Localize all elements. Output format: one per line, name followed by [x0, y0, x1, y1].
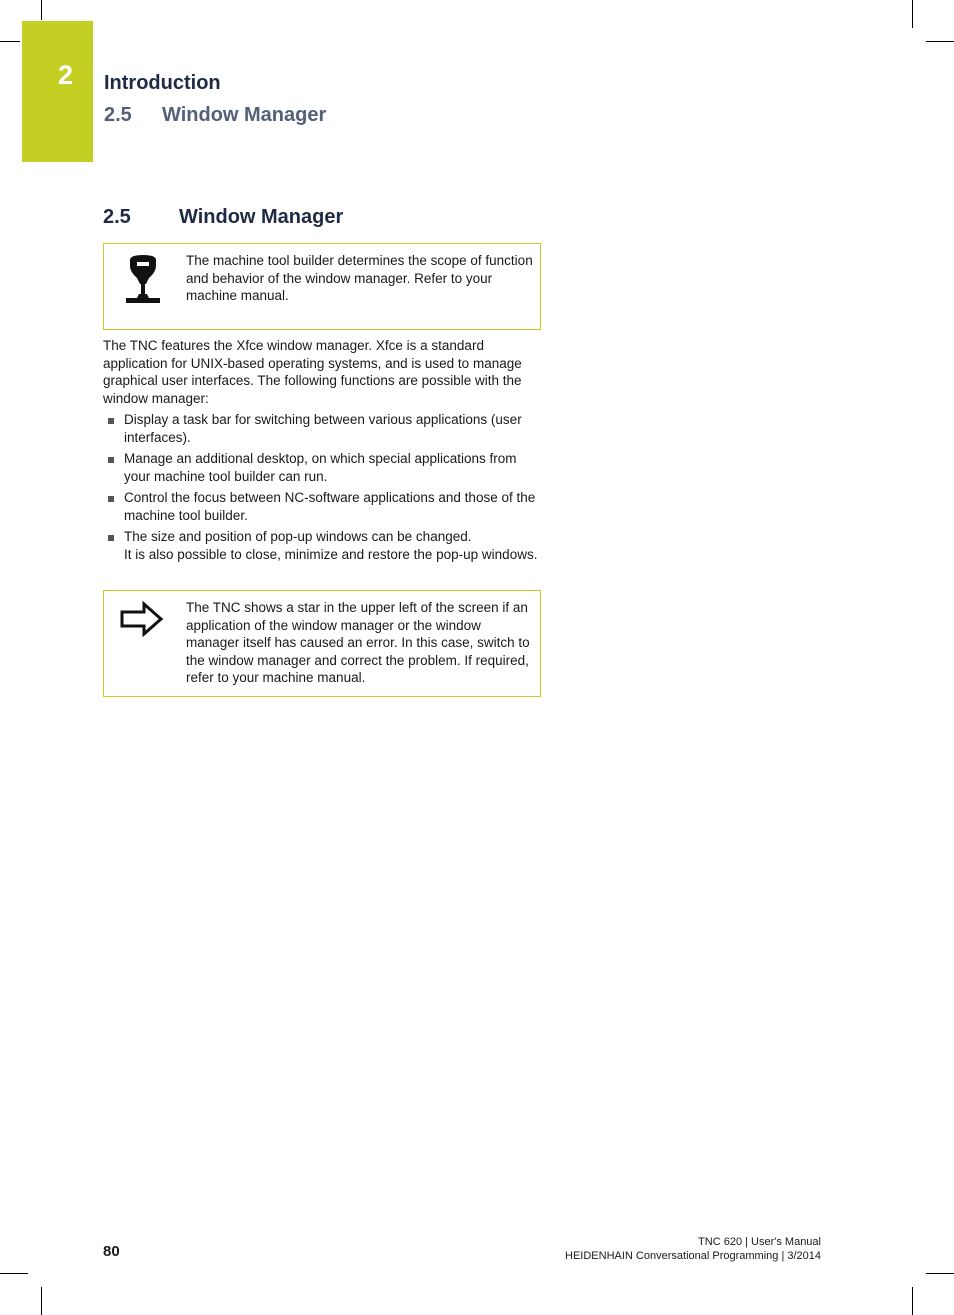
footer-info [565, 1235, 821, 1263]
list-item [103, 450, 543, 485]
running-section-title: Window Manager [162, 104, 327, 126]
crop-mark [0, 1273, 28, 1274]
bullet-icon [108, 418, 114, 424]
bullet-icon [108, 457, 114, 463]
section-title: Window Manager [179, 206, 344, 228]
crop-mark [0, 41, 20, 42]
bullet-icon [108, 535, 114, 541]
function-list [103, 411, 543, 567]
running-section-number: 2.5 [104, 104, 132, 126]
crop-mark [41, 1287, 42, 1315]
list-item-text: Display a task bar for switching between various applications (user interfaces). [124, 412, 522, 445]
note-text: The TNC shows a star in the upper left of the screen if an application of the window manager or the window manager itself has caused an error. In this case, switch to the window manager and correct the problem. If required, refer to your machine manual. [186, 600, 530, 685]
machine-tool-builder-icon [118, 254, 168, 313]
chapter-number: 2 [58, 60, 74, 90]
crop-mark [926, 41, 954, 42]
crop-mark [912, 0, 913, 28]
list-item [103, 528, 543, 563]
section-heading [103, 206, 343, 229]
section-number: 2.5 [103, 206, 131, 228]
page-number: 80 [103, 1243, 120, 1260]
crop-mark [926, 1273, 954, 1274]
note-box-error-star [103, 590, 541, 697]
intro-paragraph: The TNC features the Xfce window manager. Xfce is a standard application for UNIX-based operating systems, and is used to manage graphical user interfaces. The following functions are possible with the window manager: [103, 338, 522, 406]
list-item-text: It is also possible to close, minimize and restore the pop-up windows. [124, 546, 538, 562]
arrow-right-icon [120, 601, 164, 642]
chapter-tab [22, 21, 93, 162]
list-item-text: Control the focus between NC-software applications and those of the machine tool builder. [124, 490, 536, 523]
note-box-machine-builder [103, 243, 541, 330]
crop-mark [41, 0, 42, 20]
list-item-text: Manage an additional desktop, on which special applications from your machine tool builder can run. [124, 451, 517, 484]
crop-mark [912, 1287, 913, 1315]
note-text: The machine tool builder determines the scope of function and behavior of the window manager. Refer to your machine manual. [186, 253, 533, 303]
running-section-header [104, 104, 326, 127]
list-item-text: The size and position of pop-up windows can be changed. [124, 529, 472, 544]
list-item [103, 411, 543, 446]
footer-product-line: HEIDENHAIN Conversational Programming | 3/2014 [565, 1250, 821, 1262]
chapter-title: Introduction [104, 72, 221, 94]
list-item [103, 489, 543, 524]
footer-manual-line: TNC 620 | User's Manual [698, 1236, 821, 1248]
bullet-icon [108, 496, 114, 502]
